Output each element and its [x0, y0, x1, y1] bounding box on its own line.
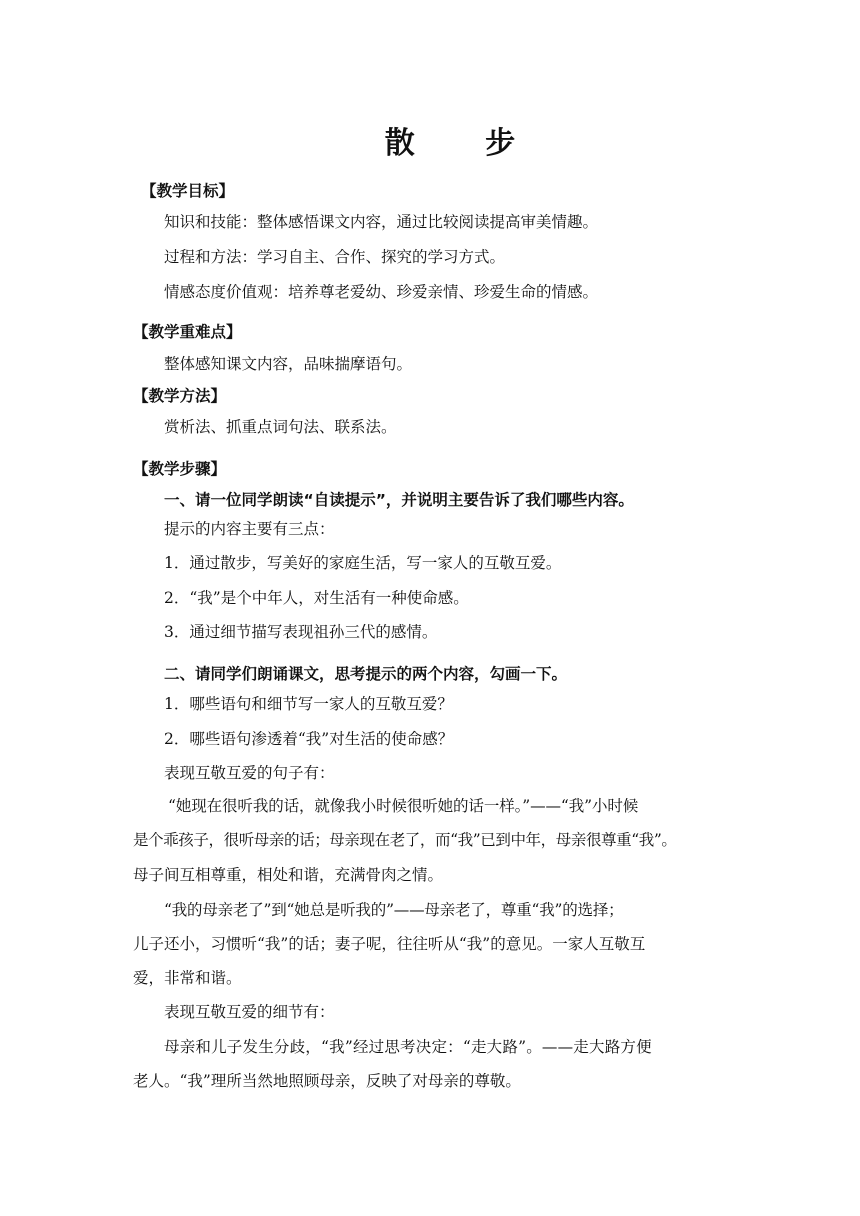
methods-heading: 【教学方法】: [133, 387, 227, 405]
goal-item: 过程和方法：学习自主、合作、探究的学习方式。: [164, 248, 506, 266]
sentences-label: 表现互敬互爱的句子有：: [164, 764, 335, 782]
paragraph-line: “她现在很听我的话，就像我小时候很听她的话一样。”——“我”小时候: [168, 797, 639, 815]
paragraph-line: 是个乖孩子，很听母亲的话；母亲现在老了，而“我”已到中年，母亲很尊重“我”。: [133, 831, 677, 849]
key-points-text: 整体感知课文内容，品味揣摩语句。: [164, 355, 413, 373]
methods-text: 赏析法、抓重点词句法、联系法。: [164, 418, 397, 436]
paragraph-line: 母子间互相尊重，相处和谐，充满骨肉之情。: [133, 866, 444, 884]
step1-item: 2．“我”是个中年人，对生活有一种使命感。: [164, 589, 469, 607]
step1-intro: 提示的内容主要有三点：: [164, 520, 335, 538]
goal-item: 知识和技能：整体感悟课文内容，通过比较阅读提高审美情趣。: [164, 213, 599, 231]
goals-heading: 【教学目标】: [141, 182, 235, 200]
key-points-heading: 【教学重难点】: [133, 323, 242, 341]
step1-item: 1．通过散步，写美好的家庭生活，写一家人的互敬互爱。: [164, 554, 562, 572]
paragraph-line: “我的母亲老了”到“她总是听我的”——母亲老了，尊重“我”的选择；: [164, 901, 624, 919]
step2-question: 1．哪些语句和细节写一家人的互敬互爱？: [164, 695, 453, 713]
step1-item: 3．通过细节描写表现祖孙三代的感情。: [164, 623, 438, 641]
page-title: 散 步: [384, 126, 546, 161]
step2-question: 2．哪些语句渗透着“我”对生活的使命感？: [164, 730, 454, 748]
paragraph-line: 老人。“我”理所当然地照顾母亲，反映了对母亲的尊敬。: [133, 1072, 521, 1090]
goal-item: 情感态度价值观：培养尊老爱幼、珍爱亲情、珍爱生命的情感。: [164, 283, 599, 301]
step1-heading: 一、请一位同学朗读“自读提示”，并说明主要告诉了我们哪些内容。: [164, 491, 634, 509]
paragraph-line: 母亲和儿子发生分歧，“我”经过思考决定：“走大路”。——走大路方便: [164, 1038, 652, 1056]
step2-heading: 二、请同学们朗诵课文，思考提示的两个内容，勾画一下。: [164, 665, 568, 683]
paragraph-line: 儿子还小，习惯听“我”的话；妻子呢，往往听从“我”的意见。一家人互敬互: [133, 935, 646, 953]
paragraph-line: 爱，非常和谐。: [133, 969, 242, 987]
steps-heading: 【教学步骤】: [133, 460, 227, 478]
details-label: 表现互敬互爱的细节有：: [164, 1003, 335, 1021]
